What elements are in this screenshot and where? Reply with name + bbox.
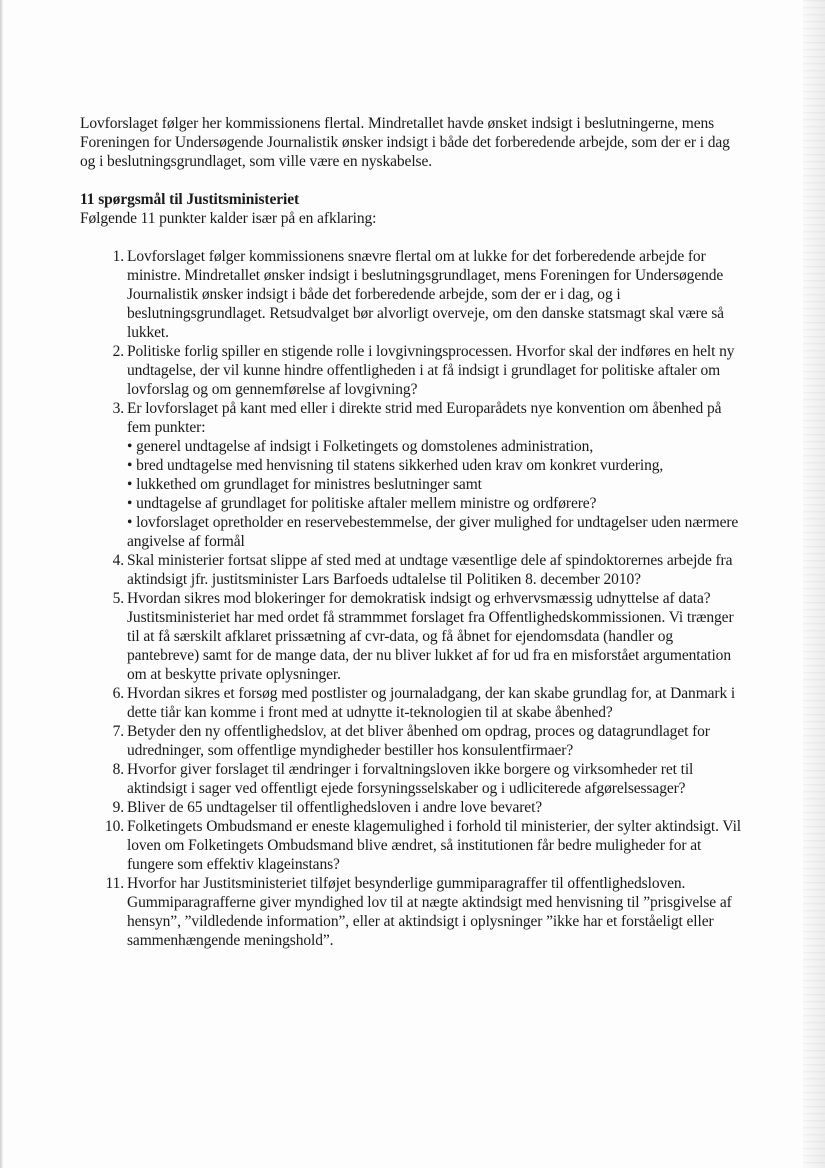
- list-item-number: 4.: [112, 552, 124, 569]
- list-item-text: Betyder den ny offentlighedslov, at det bliver åbenhed om opdrag, proces og datagrundlaget for udredninger, som offentlige myndigheder bestiller hos konsulentfirmaer?: [127, 723, 710, 759]
- list-item-text: Hvorfor giver forslaget til ændringer i forvaltningsloven ikke borgere og virksomheder ret til aktindsigt i sager ved offentligt ejede forsyningsselskaber og i udliciterede afgørelsessager?: [127, 761, 694, 797]
- list-item-text: Er lovforslaget på kant med eller i direkte strid med Europarådets nye konvention om åbenhed på fem punkter:: [127, 400, 722, 436]
- intro-paragraph: Lovforslaget følger her kommissionens flertal. Mindretallet havde ønsket indsigt i beslutningerne, mens Foreningen for Undersøgende Journalistik ønsker indsigt i både det forberedende arbejde, som der er i dag og i beslutningsgrundlaget, som ville være en nyskabelse.: [80, 115, 730, 170]
- list-item: [80, 589, 748, 684]
- bullet-item: • lovforslaget opretholder en reservebestemmelse, der giver mulighed for undtagelser uden nærmere angivelse af formål: [127, 513, 748, 551]
- list-item-text: Skal ministerier fortsat slippe af sted med at undtage væsentlige dele af spindoktorernes arbejde fra aktindsigt jfr. justitsminister Lars Barfoeds udtalelse til Politiken 8. december 2010?: [127, 552, 733, 588]
- intro-section: [80, 114, 748, 171]
- bullet-list: [127, 437, 748, 551]
- list-item-number: 9.: [112, 799, 124, 816]
- list-item-text: Lovforslaget følger kommissionens snævre flertal om at lukke for det forberedende arbejde for ministre. Mindretallet ønsker indsigt i beslutningsgrundlaget, mens Foreningen for Undersøgende Journalistik ønsker indsigt i både det forberedende arbejde, som der er i dag, og i beslutningsgrundlaget. Retsudvalget bør alvorligt overveje, om den danske statsmagt skal være så lukket.: [127, 248, 724, 341]
- list-item: [80, 684, 748, 722]
- list-item-text: Hvordan sikres mod blokeringer for demokratisk indsigt og erhvervsmæssig udnyttelse af data? Justitsministeriet har med ordet få strammmet forslaget fra Offentlighedskommissionen. Vi trænger til at få særskilt afklaret prissætning af cvr-data, og få åbnet for ejendomsdata (handler og pantebreve) samt for de mange data, der nu bliver lukket af for ud fra en misforstået argumentation om at beskytte private oplysninger.: [127, 590, 734, 683]
- list-item-number: 8.: [112, 761, 124, 778]
- list-item: [80, 551, 748, 589]
- list-item-number: 11.: [105, 875, 124, 892]
- questions-heading-block: [80, 190, 748, 228]
- list-item-number: 3.: [112, 400, 124, 417]
- list-item-number: 5.: [112, 590, 124, 607]
- list-item-text: Hvorfor har Justitsministeriet tilføjet besynderlige gummiparagraffer til offentlighedsloven. Gummiparagrafferne giver myndighed lov til at nægte aktindsigt med henvisning til ”prisgivelse af hensyn”, ”vildledende information”, eller at aktindsigt i oplysninger ”ikke har et forståeligt eller sammenhængende meningshold”.: [127, 875, 732, 949]
- list-item-number: 1.: [112, 248, 124, 265]
- questions-list: [80, 247, 748, 950]
- list-item: [80, 874, 748, 950]
- section-lead: Følgende 11 punkter kalder især på en afklaring:: [80, 210, 377, 227]
- list-item: [80, 247, 748, 342]
- list-item: [80, 817, 748, 874]
- list-item: [80, 760, 748, 798]
- bullet-item: • generel undtagelse af indsigt i Folketingets og domstolenes administration,: [127, 437, 748, 456]
- list-item: [80, 798, 748, 817]
- list-item-number: 2.: [112, 343, 124, 360]
- scan-edge-left: [0, 0, 3, 1168]
- bullet-item: • lukkethed om grundlaget for ministres beslutninger samt: [127, 475, 748, 494]
- list-item-text: Folketingets Ombudsmand er eneste klagemulighed i forhold til ministerier, der sylter aktindsigt. Vil loven om Folketingets Ombudsmand blive ændret, så institutionen får bedre muligheder for at fungere som effektiv klageinstans?: [127, 818, 741, 873]
- list-item-number: 6.: [112, 685, 124, 702]
- list-item-text: Bliver de 65 undtagelser til offentlighedsloven i andre love bevaret?: [127, 799, 543, 816]
- list-item-number: 7.: [112, 723, 124, 740]
- section-heading: 11 spørgsmål til Justitsministeriet: [80, 191, 300, 208]
- bullet-item: • undtagelse af grundlaget for politiske aftaler mellem ministre og ordførere?: [127, 494, 748, 513]
- list-item: [80, 722, 748, 760]
- list-item: [80, 342, 748, 399]
- list-item-number: 10.: [104, 818, 124, 835]
- list-item-text: Hvordan sikres et forsøg med postlister og journaladgang, der kan skabe grundlag for, at Danmark i dette tiår kan komme i front med at udnytte it-teknologien til at skabe åbenhed?: [127, 685, 736, 721]
- list-item: [80, 399, 748, 551]
- list-item-text: Politiske forlig spiller en stigende rolle i lovgivningsprocessen. Hvorfor skal der indføres en helt ny undtagelse, der vil kunne hindre offentligheden i at få indsigt i grundlaget for politiske aftaler om lovforslag og om gennemførelse af lovgivning?: [127, 343, 735, 398]
- bullet-item: • bred undtagelse med henvisning til statens sikkerhed uden krav om konkret vurdering,: [127, 456, 748, 475]
- scan-edge-right: [803, 0, 825, 1168]
